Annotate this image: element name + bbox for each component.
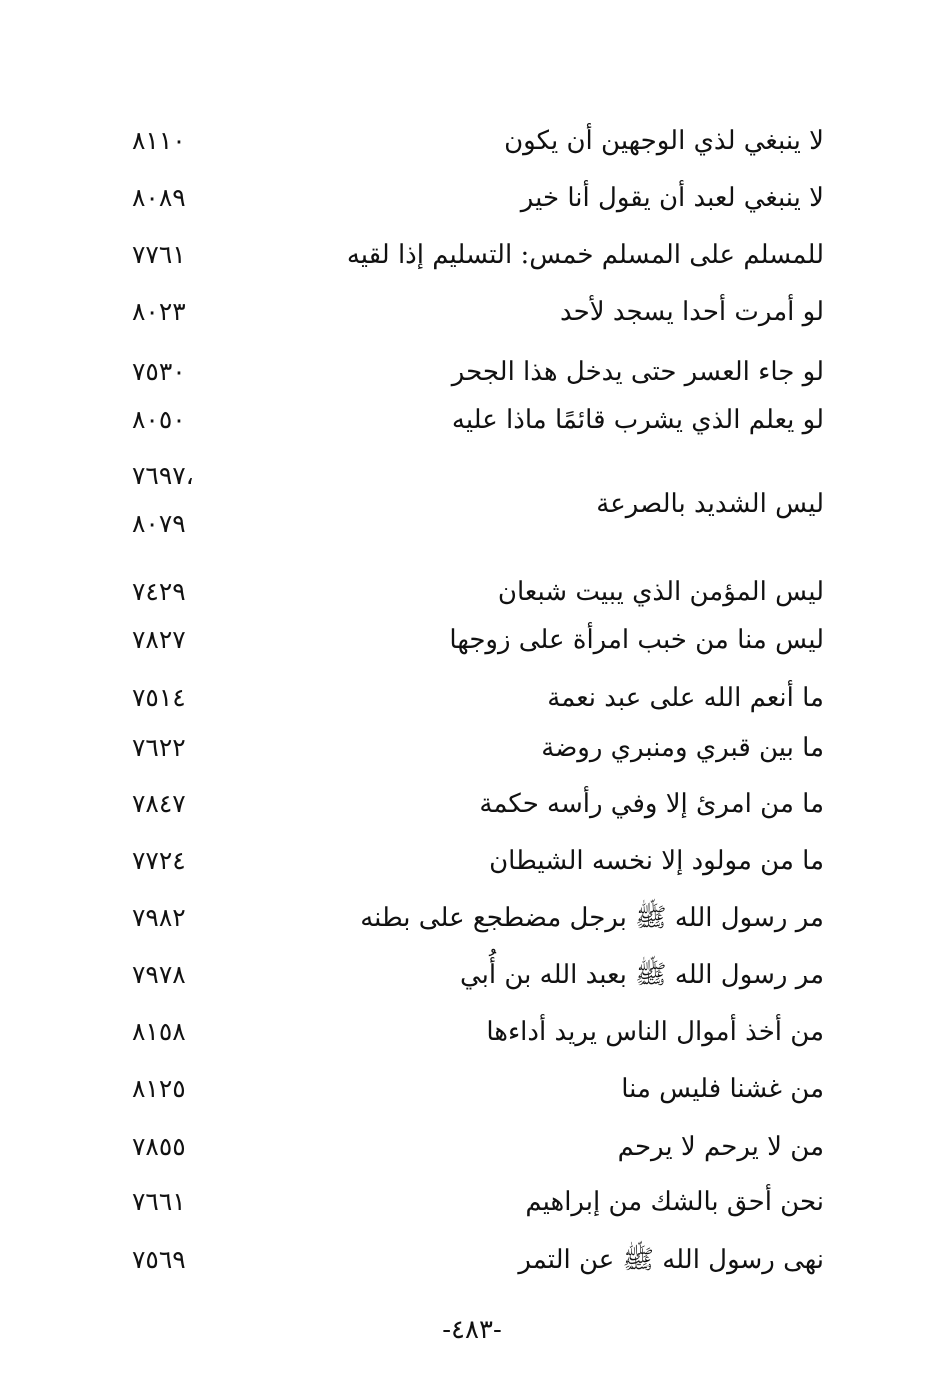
reference-number: ٧٨٥٥ xyxy=(132,1132,186,1161)
hadith-text: ليس الشديد بالصرعة xyxy=(596,489,824,519)
hadith-text: ما من امرئ إلا وفي رأسه حكمة xyxy=(479,789,824,819)
reference-number: ٨٠٢٣ xyxy=(132,297,186,326)
hadith-text: لا ينبغي لعبد أن يقول أنا خير xyxy=(520,183,824,213)
index-entry xyxy=(0,1127,944,1167)
page-number: -٤٨٣- xyxy=(442,1315,502,1345)
reference-number: ٧٦٢٢ xyxy=(132,733,186,762)
index-entry xyxy=(0,728,944,768)
hadith-text: ما من مولود إلا نخسه الشيطان xyxy=(489,846,824,876)
reference-number: ٨١١٠ xyxy=(132,126,186,155)
reference-number: ٧٦٩٧، xyxy=(132,461,194,490)
hadith-text: ليس المؤمن الذي يبيت شبعان xyxy=(497,577,824,607)
hadith-text: من أخذ أموال الناس يريد أداءها xyxy=(486,1017,824,1047)
index-entry xyxy=(0,784,944,824)
reference-number: ٧٨٤٧ xyxy=(132,789,186,818)
reference-number: ٧٨٢٧ xyxy=(132,625,186,654)
hadith-text: من غشنا فليس منا xyxy=(621,1074,824,1104)
hadith-text: لو جاء العسر حتى يدخل هذا الجحر xyxy=(451,357,824,387)
index-entry xyxy=(0,572,944,612)
hadith-text: لو أمرت أحدا يسجد لأحد xyxy=(560,297,824,327)
reference-number: ٨٠٥٠ xyxy=(132,405,186,434)
reference-number: ٨٠٧٩ xyxy=(132,509,186,538)
reference-number: ٨١٢٥ xyxy=(132,1074,186,1103)
hadith-text: مر رسول الله ﷺ برجل مضطجع على بطنه xyxy=(360,903,824,933)
index-entry xyxy=(0,352,944,392)
index-entry xyxy=(0,678,944,718)
hadith-text: للمسلم على المسلم خمس: التسليم إذا لقيه xyxy=(346,240,824,270)
index-entry xyxy=(0,1012,944,1052)
index-entry xyxy=(0,1069,944,1109)
reference-number: ٧٥١٤ xyxy=(132,683,186,712)
index-entry xyxy=(0,178,944,218)
reference-number: ٧٦٦١ xyxy=(132,1187,186,1216)
hadith-text: لا ينبغي لذي الوجهين أن يكون xyxy=(504,126,824,156)
hadith-text: ليس منا من خبب امرأة على زوجها xyxy=(449,625,824,655)
reference-number: ٨٠٨٩ xyxy=(132,183,186,212)
index-entry xyxy=(0,841,944,881)
index-entry xyxy=(0,235,944,275)
hadith-text: لو يعلم الذي يشرب قائمًا ماذا عليه xyxy=(451,405,824,435)
index-entry xyxy=(0,955,944,995)
index-entry xyxy=(0,1182,944,1222)
index-entry xyxy=(0,292,944,332)
index-entry xyxy=(0,121,944,161)
index-entry xyxy=(0,898,944,938)
reference-number: ٧٥٣٠ xyxy=(132,357,186,386)
hadith-text: من لا يرحم لا يرحم xyxy=(617,1132,824,1162)
hadith-text: ما أنعم الله على عبد نعمة xyxy=(547,683,824,713)
hadith-text: نحن أحق بالشك من إبراهيم xyxy=(525,1187,824,1217)
index-entry xyxy=(0,620,944,660)
reference-number: ٧٥٦٩ xyxy=(132,1245,186,1274)
index-entry xyxy=(0,1240,944,1280)
index-entry xyxy=(0,400,944,440)
reference-number: ٧٩٧٨ xyxy=(132,960,186,989)
reference-number: ٧٧٦١ xyxy=(132,240,186,269)
reference-number: ٧٤٢٩ xyxy=(132,577,186,606)
index-entry xyxy=(0,456,944,556)
reference-number: ٨١٥٨ xyxy=(132,1017,186,1046)
reference-number: ٧٧٢٤ xyxy=(132,846,186,875)
hadith-text: نهى رسول الله ﷺ عن التمر xyxy=(518,1245,824,1275)
reference-number: ٧٩٨٢ xyxy=(132,903,186,932)
hadith-text: مر رسول الله ﷺ بعبد الله بن أُبي xyxy=(459,960,824,990)
hadith-text: ما بين قبري ومنبري روضة xyxy=(541,733,824,763)
